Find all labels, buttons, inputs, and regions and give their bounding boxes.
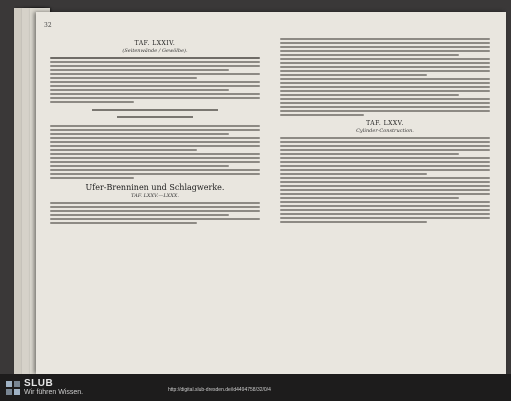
left-column (50, 36, 260, 226)
text-line (50, 97, 260, 99)
section-heading: TAF. LXXV. (366, 120, 404, 127)
text-line (50, 202, 260, 204)
text-line (280, 157, 490, 159)
text-line (50, 222, 197, 224)
text-line (50, 69, 229, 71)
slub-logo-icon (6, 381, 20, 395)
text-line (280, 177, 490, 179)
text-line (280, 50, 490, 52)
text-line (50, 77, 197, 79)
text-line (50, 73, 260, 75)
text-line (280, 86, 490, 88)
text-line (50, 214, 229, 216)
logo-text (24, 379, 83, 397)
text-line (50, 218, 260, 220)
text-line (50, 65, 260, 67)
permalink-url[interactable]: http://digital.slub-dresden.de/id4494758/32/0/4 (168, 387, 271, 393)
text-line (50, 137, 260, 139)
section-subheading: (Seitenwände / Gewölbe). (122, 48, 188, 54)
text-line (280, 46, 490, 48)
text-line (280, 58, 490, 60)
footer-bar (0, 374, 511, 401)
text-line (280, 153, 459, 155)
logo-tagline: Wir führen Wissen. (24, 389, 84, 396)
text-line (280, 217, 490, 219)
text-line (50, 169, 260, 171)
chapter-heading: Ufer-Brenninen und Schlagwerke. (85, 183, 225, 192)
text-line (50, 129, 260, 131)
text-line (280, 181, 490, 183)
text-line (280, 173, 427, 175)
section-subheading: Cylinder-Construction. (356, 128, 414, 134)
text-line (280, 62, 490, 64)
text-line (280, 145, 490, 147)
formula (92, 107, 218, 121)
slub-logo[interactable] (6, 379, 83, 397)
text-line (280, 114, 364, 116)
text-line (280, 213, 490, 215)
text-line (50, 93, 260, 95)
text-line (280, 38, 490, 40)
right-column (280, 36, 490, 225)
text-line (280, 74, 427, 76)
text-line (280, 193, 490, 195)
text-line (280, 141, 490, 143)
text-line (50, 165, 229, 167)
text-line (50, 177, 134, 179)
text-line (280, 201, 490, 203)
text-line (50, 57, 260, 59)
text-line (50, 173, 260, 175)
text-line (280, 66, 490, 68)
text-line (50, 210, 260, 212)
logo-name: SLUB (24, 378, 54, 389)
text-line (280, 98, 490, 100)
text-line (50, 125, 260, 127)
text-line (50, 145, 260, 147)
text-line (280, 137, 490, 139)
text-line (280, 54, 459, 56)
text-line (280, 189, 490, 191)
text-line (280, 221, 427, 223)
text-line (280, 149, 490, 151)
text-line (50, 89, 229, 91)
text-line (50, 141, 260, 143)
text-line (280, 106, 490, 108)
page-number: 32 (44, 22, 52, 29)
text-line (280, 94, 459, 96)
text-line (50, 81, 260, 83)
text-line (280, 165, 490, 167)
section-heading: TAF. LXXIV. (134, 40, 176, 47)
text-line (280, 78, 490, 80)
text-line (280, 209, 490, 211)
text-line (280, 161, 490, 163)
text-line (280, 110, 490, 112)
text-line (280, 197, 459, 199)
text-line (50, 161, 260, 163)
text-line (280, 169, 490, 171)
text-line (280, 90, 490, 92)
text-line (280, 70, 490, 72)
text-line (50, 157, 260, 159)
text-line (280, 102, 490, 104)
text-line (50, 206, 260, 208)
text-line (50, 85, 260, 87)
text-line (280, 82, 490, 84)
chapter-subheading: TAF. LXXV.—LXXX. (131, 193, 179, 199)
text-line (50, 133, 229, 135)
text-line (280, 205, 490, 207)
text-line (280, 185, 490, 187)
text-line (280, 42, 490, 44)
text-line (50, 153, 260, 155)
text-line (50, 149, 197, 151)
text-line (50, 61, 260, 63)
scanned-page (36, 12, 506, 374)
text-line (50, 101, 134, 103)
